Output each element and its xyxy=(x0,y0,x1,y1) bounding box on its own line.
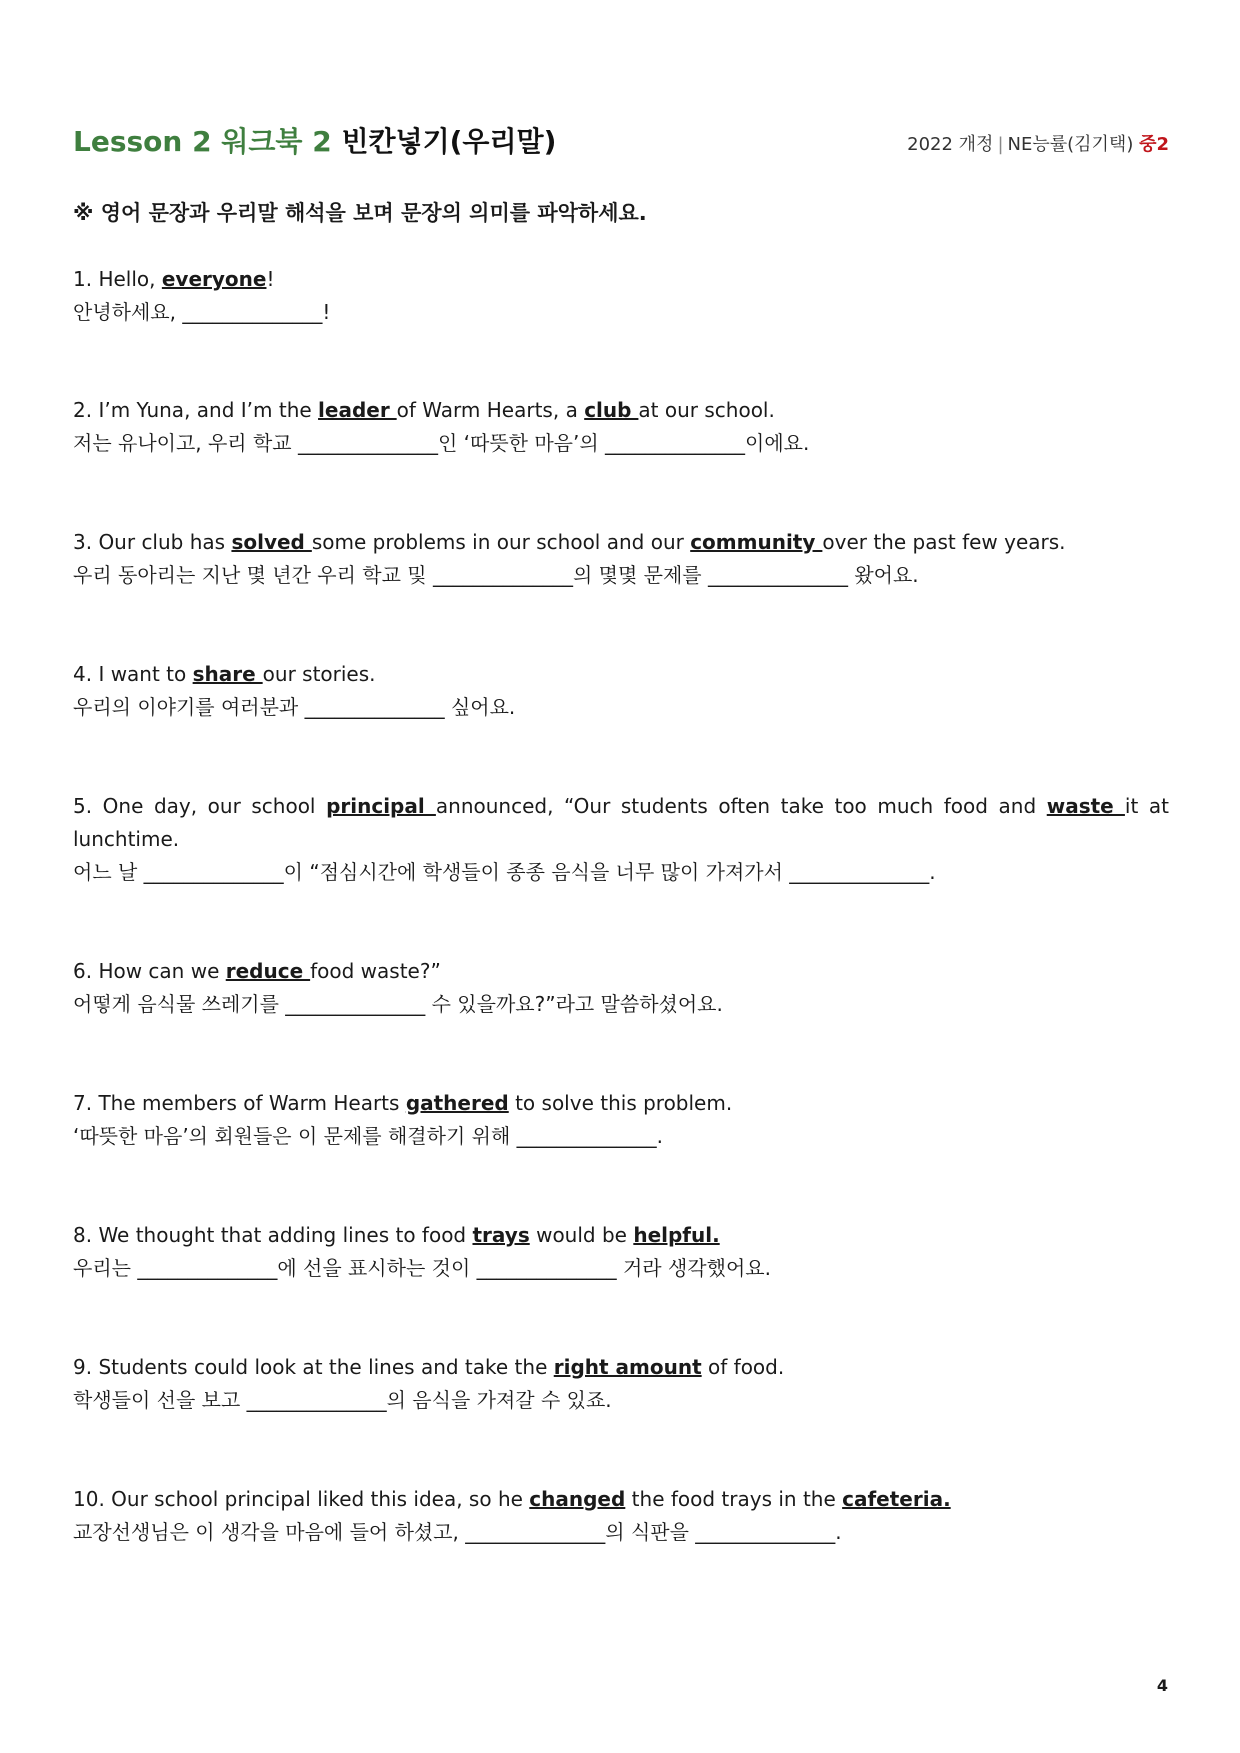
vocab-word: cafeteria. xyxy=(842,1487,951,1511)
worksheet-title xyxy=(73,120,556,160)
english-sentence xyxy=(73,790,1169,856)
english-sentence xyxy=(73,394,1169,427)
english-sentence xyxy=(73,526,1169,559)
page-header xyxy=(73,120,1169,160)
exercise-item-2 xyxy=(73,394,1169,460)
text-segment: some problems in our school and our xyxy=(311,530,691,554)
text-segment: 7. The members of Warm Hearts xyxy=(73,1091,406,1115)
text-segment: it at lunchtime. xyxy=(73,794,1169,851)
title-type: 빈칸넣기(우리말) xyxy=(341,125,557,158)
meta-publisher: NE능률(김기택) xyxy=(1007,134,1134,155)
vocab-word: waste xyxy=(1046,794,1125,818)
text-segment: 4. I want to xyxy=(73,662,193,686)
exercise-item-7 xyxy=(73,1087,1169,1153)
vocab-word: share xyxy=(192,662,263,686)
exercise-item-6 xyxy=(73,955,1169,1021)
header-meta xyxy=(907,130,1169,156)
korean-translation: ‘따뜻한 마음’의 회원들은 이 문제를 해결하기 위해 ______________. xyxy=(73,1124,663,1148)
text-segment: at our school. xyxy=(638,398,775,422)
vocab-word: changed xyxy=(529,1487,626,1511)
exercise-item-9 xyxy=(73,1351,1169,1417)
exercise-item-1 xyxy=(73,263,1169,329)
instruction: ※ 영어 문장과 우리말 해석을 보며 문장의 의미를 파악하세요. xyxy=(73,201,647,225)
text-segment: 1. Hello, xyxy=(73,267,162,291)
text-segment: 8. We thought that adding lines to food xyxy=(73,1223,473,1247)
english-sentence xyxy=(73,1483,1169,1516)
exercise-item-8 xyxy=(73,1219,1169,1285)
english-sentence xyxy=(73,1087,1169,1120)
text-segment: would be xyxy=(529,1223,634,1247)
korean-translation: 학생들이 선을 보고 ______________의 음식을 가져갈 수 있죠. xyxy=(73,1388,612,1412)
text-segment: of food. xyxy=(701,1355,785,1379)
vocab-word: community xyxy=(690,530,823,554)
text-segment: of Warm Hearts, a xyxy=(396,398,585,422)
english-sentence xyxy=(73,955,1169,988)
text-segment: over the past few years. xyxy=(822,530,1066,554)
korean-translation: 우리의 이야기를 여러분과 ______________ 싶어요. xyxy=(73,695,516,719)
text-segment: 9. Students could look at the lines and take the xyxy=(73,1355,554,1379)
vocab-word: everyone xyxy=(161,267,267,291)
page-number: 4 xyxy=(1156,1676,1168,1695)
korean-translation: 교장선생님은 이 생각을 마음에 들어 하셨고, ______________의 식판을 ______________. xyxy=(73,1520,842,1544)
text-segment: announced, “Our students often take too much food and xyxy=(435,794,1047,818)
meta-grade: 중2 xyxy=(1139,134,1169,155)
exercise-item-5 xyxy=(73,790,1169,889)
english-sentence xyxy=(73,658,1169,691)
text-segment: 6. How can we xyxy=(73,959,226,983)
korean-translation: 우리는 ______________에 선을 표시하는 것이 ______________ 거라 생각했어요. xyxy=(73,1256,771,1280)
exercise-item-3 xyxy=(73,526,1169,592)
text-segment: 2. I’m Yuna, and I’m the xyxy=(73,398,319,422)
exercise-item-10 xyxy=(73,1483,1169,1549)
text-segment: food waste?” xyxy=(310,959,441,983)
vocab-word: reduce xyxy=(225,959,311,983)
exercise-item-4 xyxy=(73,658,1169,724)
korean-translation: 안녕하세요, ______________! xyxy=(73,300,331,324)
text-segment: ! xyxy=(266,267,275,291)
korean-translation: 저는 유나이고, 우리 학교 ______________인 ‘따뜻한 마음’의 ______________이에요. xyxy=(73,431,810,455)
text-segment: 10. Our school principal liked this idea, so he xyxy=(73,1487,530,1511)
vocab-word: club xyxy=(584,398,639,422)
vocab-word: right amount xyxy=(553,1355,702,1379)
korean-translation: 어떻게 음식물 쓰레기를 ______________ 수 있을까요?”라고 말씀하셨어요. xyxy=(73,992,723,1016)
english-sentence xyxy=(73,1351,1169,1384)
vocab-word: solved xyxy=(231,530,312,554)
vocab-word: principal xyxy=(326,794,436,818)
text-segment: our stories. xyxy=(262,662,376,686)
english-sentence xyxy=(73,1219,1169,1252)
korean-translation: 어느 날 ______________이 “점심시간에 학생들이 종종 음식을 너무 많이 가져가서 ______________. xyxy=(73,860,936,884)
meta-divider: | xyxy=(997,134,1004,155)
vocab-word: helpful. xyxy=(633,1223,720,1247)
text-segment: to solve this problem. xyxy=(508,1091,733,1115)
meta-year: 2022 개정 xyxy=(907,134,994,155)
text-segment: 3. Our club has xyxy=(73,530,232,554)
korean-translation: 우리 동아리는 지난 몇 년간 우리 학교 및 ______________의 몇몇 문제를 ______________ 왔어요. xyxy=(73,563,919,587)
vocab-word: leader xyxy=(318,398,397,422)
vocab-word: trays xyxy=(472,1223,530,1247)
title-lesson: Lesson 2 워크북 2 xyxy=(73,125,332,158)
text-segment: the food trays in the xyxy=(625,1487,843,1511)
english-sentence xyxy=(73,263,1169,296)
text-segment: 5. One day, our school xyxy=(73,794,327,818)
vocab-word: gathered xyxy=(405,1091,509,1115)
